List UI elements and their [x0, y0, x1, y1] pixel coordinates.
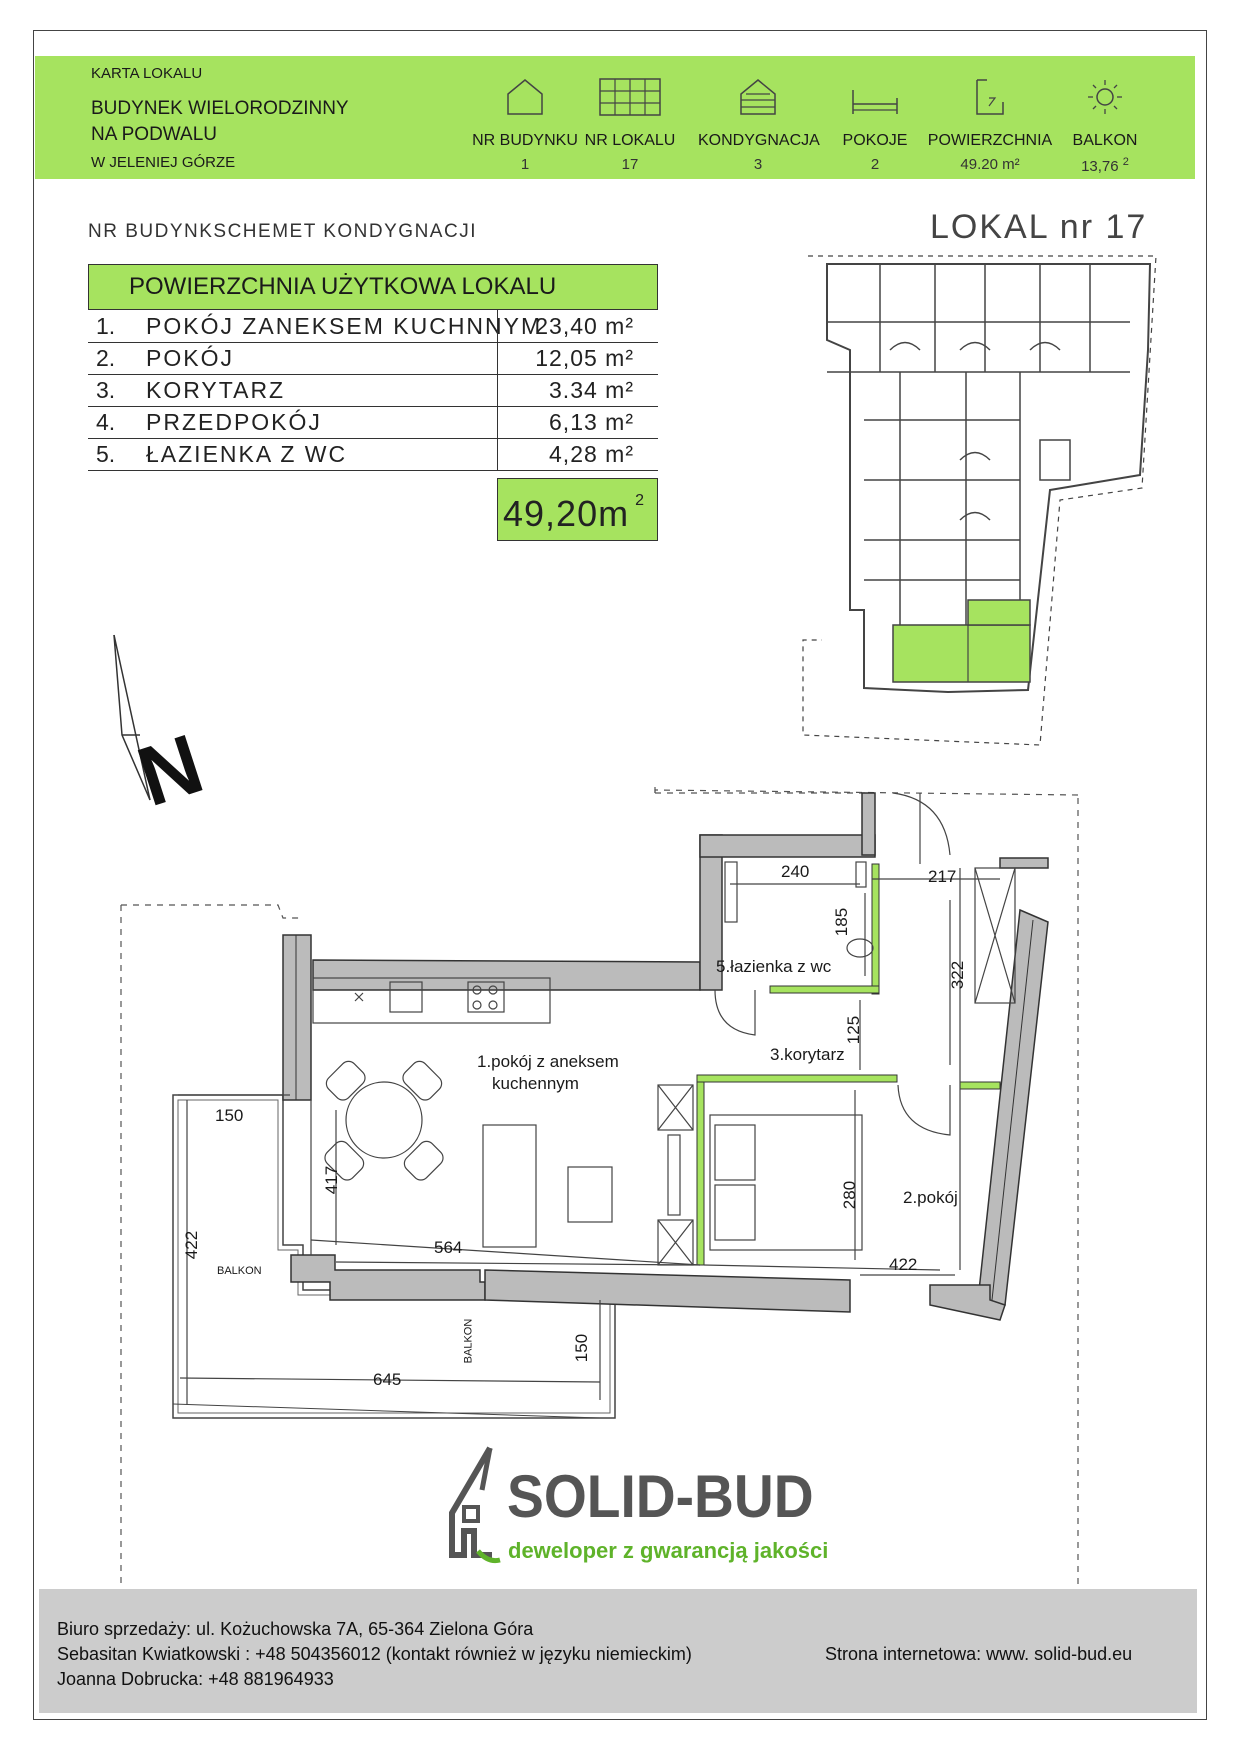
logo-name: SOLID-BUD	[507, 1463, 814, 1530]
header-col-building: NR BUDYNKU 1	[465, 56, 585, 179]
dim-217: 217	[928, 867, 957, 886]
area-table-title: POWIERZCHNIA UŻYTKOWA LOKALU	[88, 264, 658, 310]
location: W JELENIEJ GÓRZE	[91, 154, 236, 171]
balcony-label-2: BALKON	[462, 1318, 475, 1364]
dim-564: 564	[434, 1238, 463, 1257]
dim-422b: 422	[889, 1255, 918, 1274]
room3-label: 3.korytarz	[770, 1045, 845, 1064]
dim-240: 240	[781, 862, 810, 881]
logo-tagline: deweloper z gwarancją jakości	[508, 1538, 829, 1563]
dim-422a: 422	[182, 1230, 202, 1260]
header-col-floor: KONDYGNACJA 3	[698, 56, 818, 179]
building-line1: BUDYNEK WIELORODZINNY	[91, 98, 349, 119]
balcony-label-1: BALKON	[217, 1265, 262, 1277]
unit-highlight	[968, 600, 1030, 625]
header-col-rooms: POKOJE 2	[835, 56, 915, 179]
dim-280: 280	[840, 1180, 860, 1210]
compass-north-label: N	[126, 715, 214, 825]
area-total: 49,20m $^2$	[497, 478, 658, 541]
dim-150a: 150	[215, 1106, 244, 1125]
dim-645: 645	[373, 1370, 402, 1389]
table-row: 3. KORYTARZ 3.34 m²	[88, 374, 658, 407]
header-col-balcony: BALKON 13,76 $^2$	[1065, 56, 1145, 179]
schema-title: NR BUDYNKSCHEMET KONDYGNACJI	[88, 221, 477, 242]
room1-label-line2: kuchennym	[492, 1074, 579, 1093]
room5-label: 5.łazienka z wc	[716, 957, 832, 976]
footer-contact-2: Joanna Dobrucka: +48 881964933	[57, 1669, 334, 1689]
table-row: 5. ŁAZIENKA Z WC 4,28 m²	[88, 438, 658, 471]
card-label: KARTA LOKALU	[91, 65, 203, 82]
footer	[39, 1589, 1197, 1713]
dim-322: 322	[948, 960, 968, 990]
table-row: 1. POKÓJ ZANEKSEM KUCHNNYM 23,40 m²	[88, 310, 658, 343]
table-row: 2. POKÓJ 12,05 m²	[88, 342, 658, 375]
building-line2: NA PODWALU	[91, 124, 217, 145]
dim-150b: 150	[572, 1333, 592, 1363]
logo-house-icon	[448, 1445, 508, 1565]
unit-highlight	[893, 625, 1030, 682]
room2-label: 2.pokój	[903, 1188, 958, 1207]
footer-office: Biuro sprzedaży: ul. Kożuchowska 7A, 65-364 Zielona Góra	[57, 1619, 534, 1639]
table-row: 4. PRZEDPOKÓJ 6,13 m²	[88, 406, 658, 439]
dim-417: 417	[322, 1165, 342, 1195]
room1-label-line1: 1.pokój z aneksem	[477, 1052, 619, 1071]
dim-185: 185	[832, 907, 852, 937]
header-col-unit: NR LOKALU 17	[580, 56, 680, 179]
lokal-title: LOKAL nr 17	[930, 208, 1148, 246]
footer-contact-1: Sebasitan Kwiatkowski : +48 504356012 (kontakt również w języku niemieckim)	[57, 1644, 692, 1664]
footer-website[interactable]: Strona internetowa: www. solid-bud.eu	[825, 1644, 1133, 1664]
header-col-area: POWIERZCHNIA 49.20 m²	[925, 56, 1055, 179]
dim-125: 125	[844, 1015, 864, 1045]
